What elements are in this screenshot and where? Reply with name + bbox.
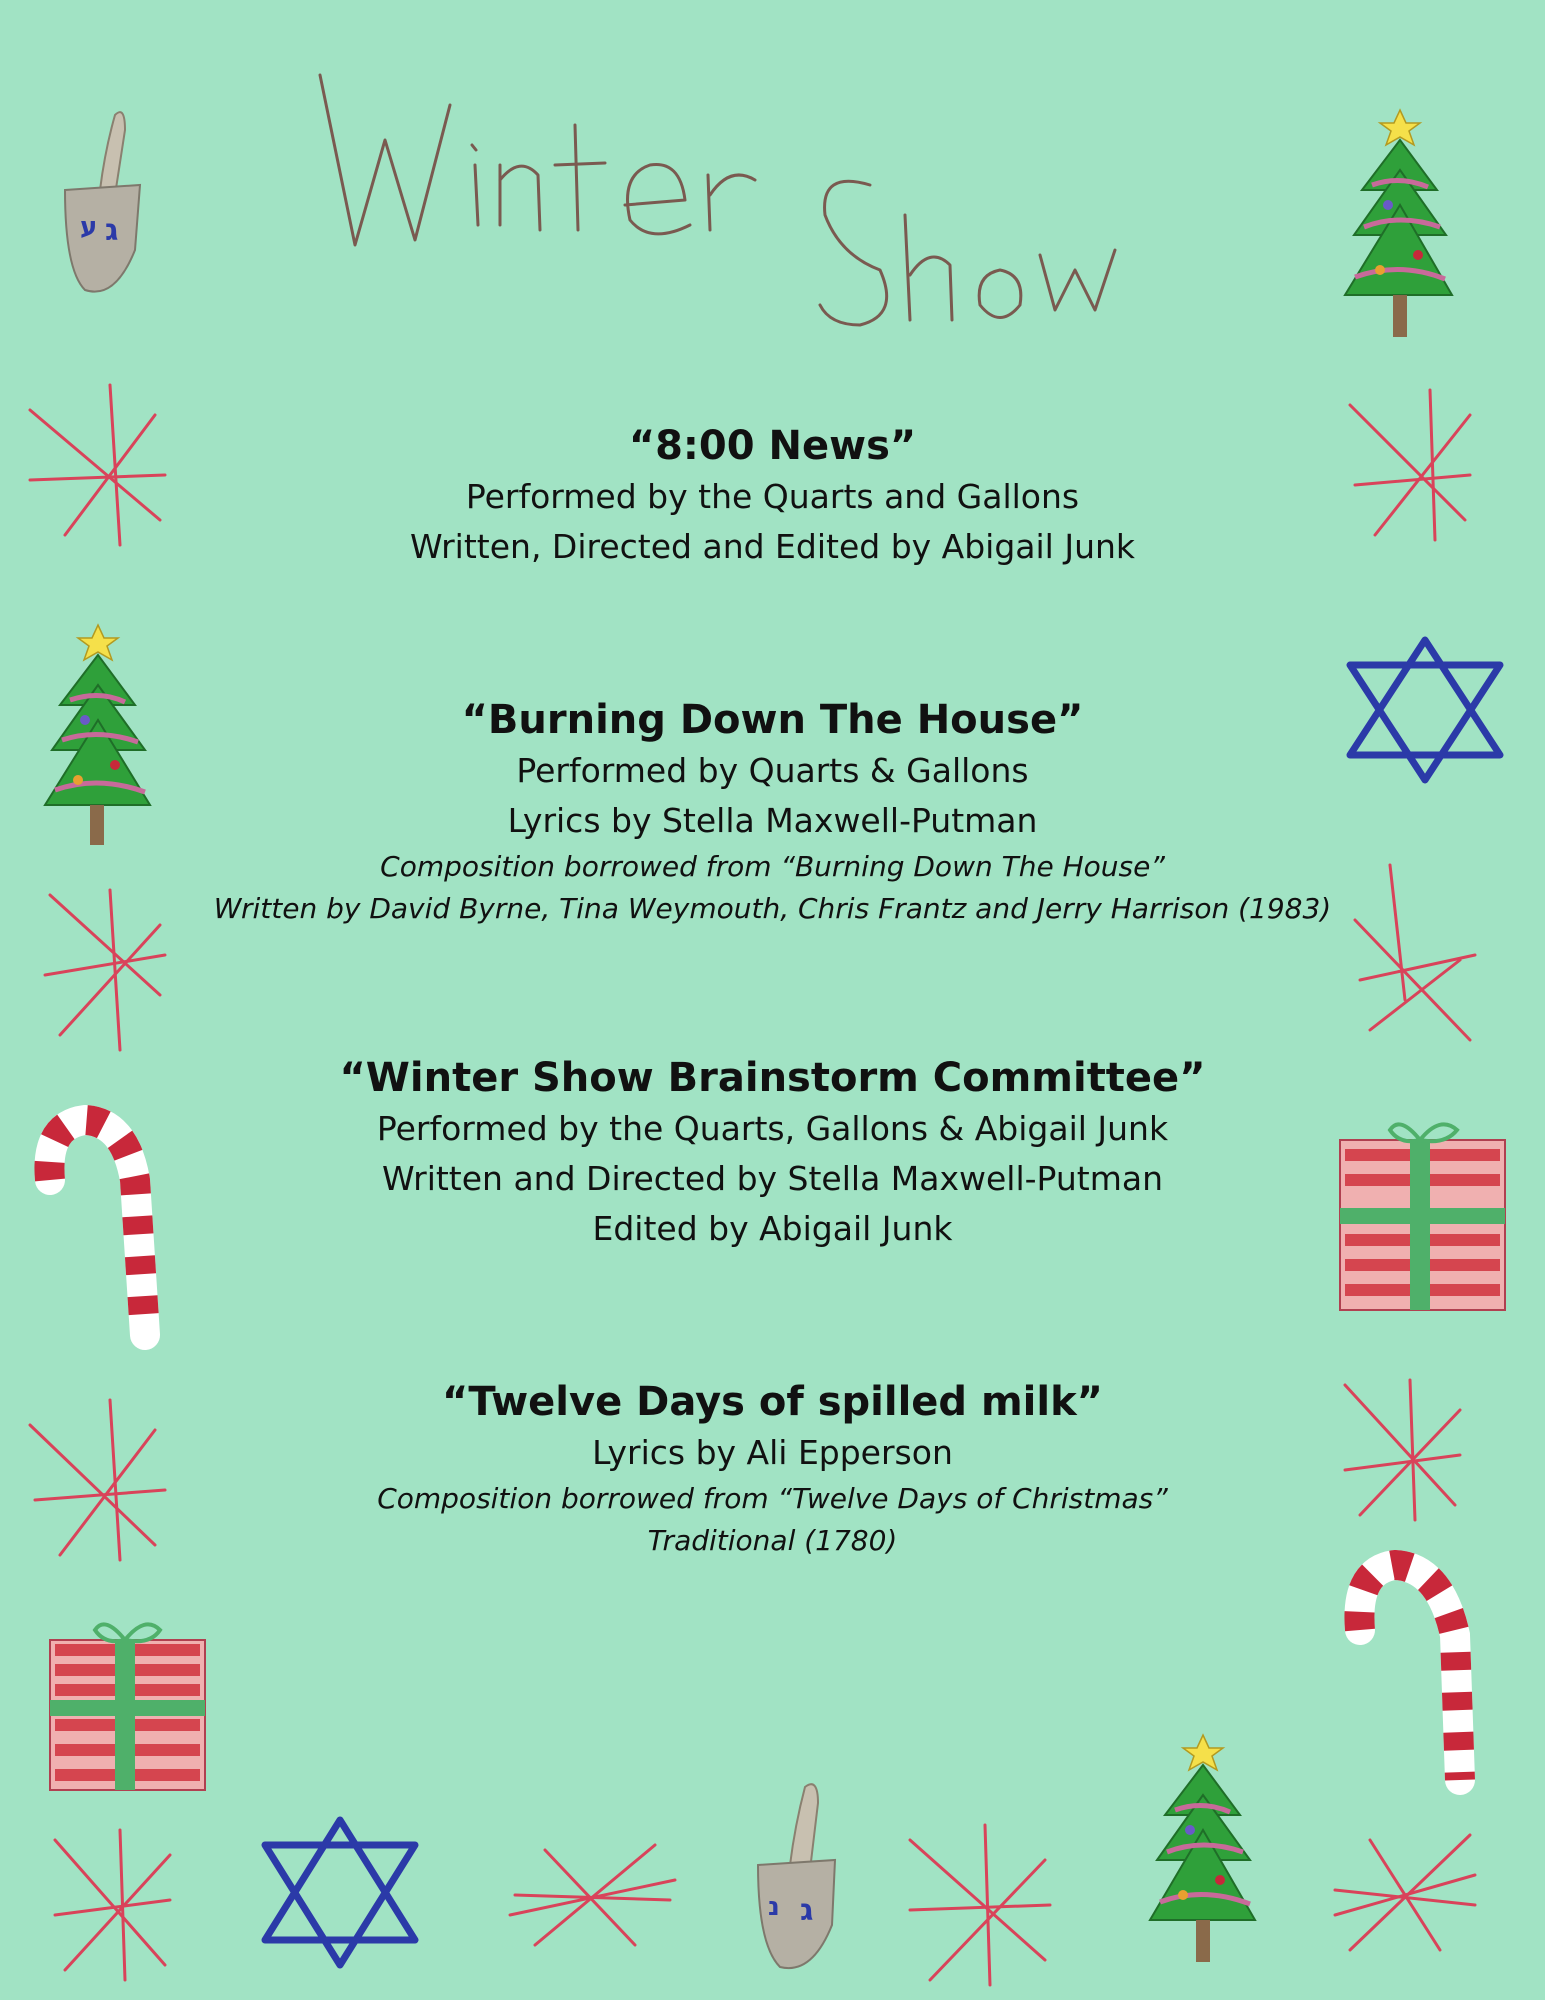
christmas-tree-icon xyxy=(40,620,155,850)
act-line: Performed by Quarts & Gallons xyxy=(516,751,1029,790)
act-title: “Winter Show Brainstorm Committee” xyxy=(339,1055,1206,1101)
gift-box-icon xyxy=(1335,1120,1510,1315)
snowflake-icon xyxy=(505,1835,680,1955)
candy-cane-icon xyxy=(35,1110,175,1350)
dreidel-icon xyxy=(750,1775,850,1975)
act-line: Lyrics by Stella Maxwell-Putman xyxy=(507,801,1038,840)
act-credit: Written by David Byrne, Tina Weymouth, Chris Frantz and Jerry Harrison (1983) xyxy=(213,892,1332,925)
snowflake-icon xyxy=(25,1395,165,1565)
act-title: “8:00 News” xyxy=(628,423,917,469)
christmas-tree-icon xyxy=(1340,105,1455,340)
snowflake-icon xyxy=(1350,860,1480,1045)
snowflake-icon xyxy=(50,1825,175,1985)
star-of-david-icon xyxy=(1340,635,1510,785)
svg-text:ע: ע xyxy=(80,212,98,242)
act-line: Written and Directed by Stella Maxwell-Putman xyxy=(381,1159,1163,1198)
act-line: Performed by the Quarts, Gallons & Abigail Junk xyxy=(376,1109,1169,1148)
act-1 xyxy=(0,420,1545,572)
act-line: Performed by the Quarts and Gallons xyxy=(465,477,1080,516)
dreidel-icon xyxy=(55,100,155,300)
snowflake-icon xyxy=(1340,1375,1465,1525)
act-credit: Traditional (1780) xyxy=(647,1524,898,1557)
act-line: Edited by Abigail Junk xyxy=(592,1209,953,1248)
act-credit: Composition borrowed from “Twelve Days of Christmas” xyxy=(377,1482,1168,1515)
act-2 xyxy=(0,694,1545,930)
snowflake-icon xyxy=(1345,385,1475,545)
act-4 xyxy=(0,1376,1545,1562)
svg-text:ג: ג xyxy=(800,1893,814,1928)
act-title: “Burning Down The House” xyxy=(461,697,1084,743)
snowflake-icon xyxy=(905,1820,1055,1990)
svg-text:ג: ג xyxy=(105,213,119,248)
act-title: “Twelve Days of spilled milk” xyxy=(442,1379,1103,1425)
gift-box-icon xyxy=(45,1615,215,1795)
snowflake-icon xyxy=(40,885,170,1055)
act-credit: Composition borrowed from “Burning Down The House” xyxy=(380,850,1165,883)
star-of-david-icon xyxy=(255,1815,425,1970)
act-line: Lyrics by Ali Epperson xyxy=(592,1433,953,1472)
winter-show-title-art xyxy=(300,55,1140,355)
snowflake-icon xyxy=(25,380,165,550)
snowflake-icon xyxy=(1330,1830,1480,1960)
svg-text:נ: נ xyxy=(768,1892,780,1922)
act-3 xyxy=(0,1052,1545,1254)
act-line: Written, Directed and Edited by Abigail Junk xyxy=(409,527,1136,566)
christmas-tree-icon xyxy=(1145,1730,1260,1965)
candy-cane-icon xyxy=(1345,1555,1485,1795)
